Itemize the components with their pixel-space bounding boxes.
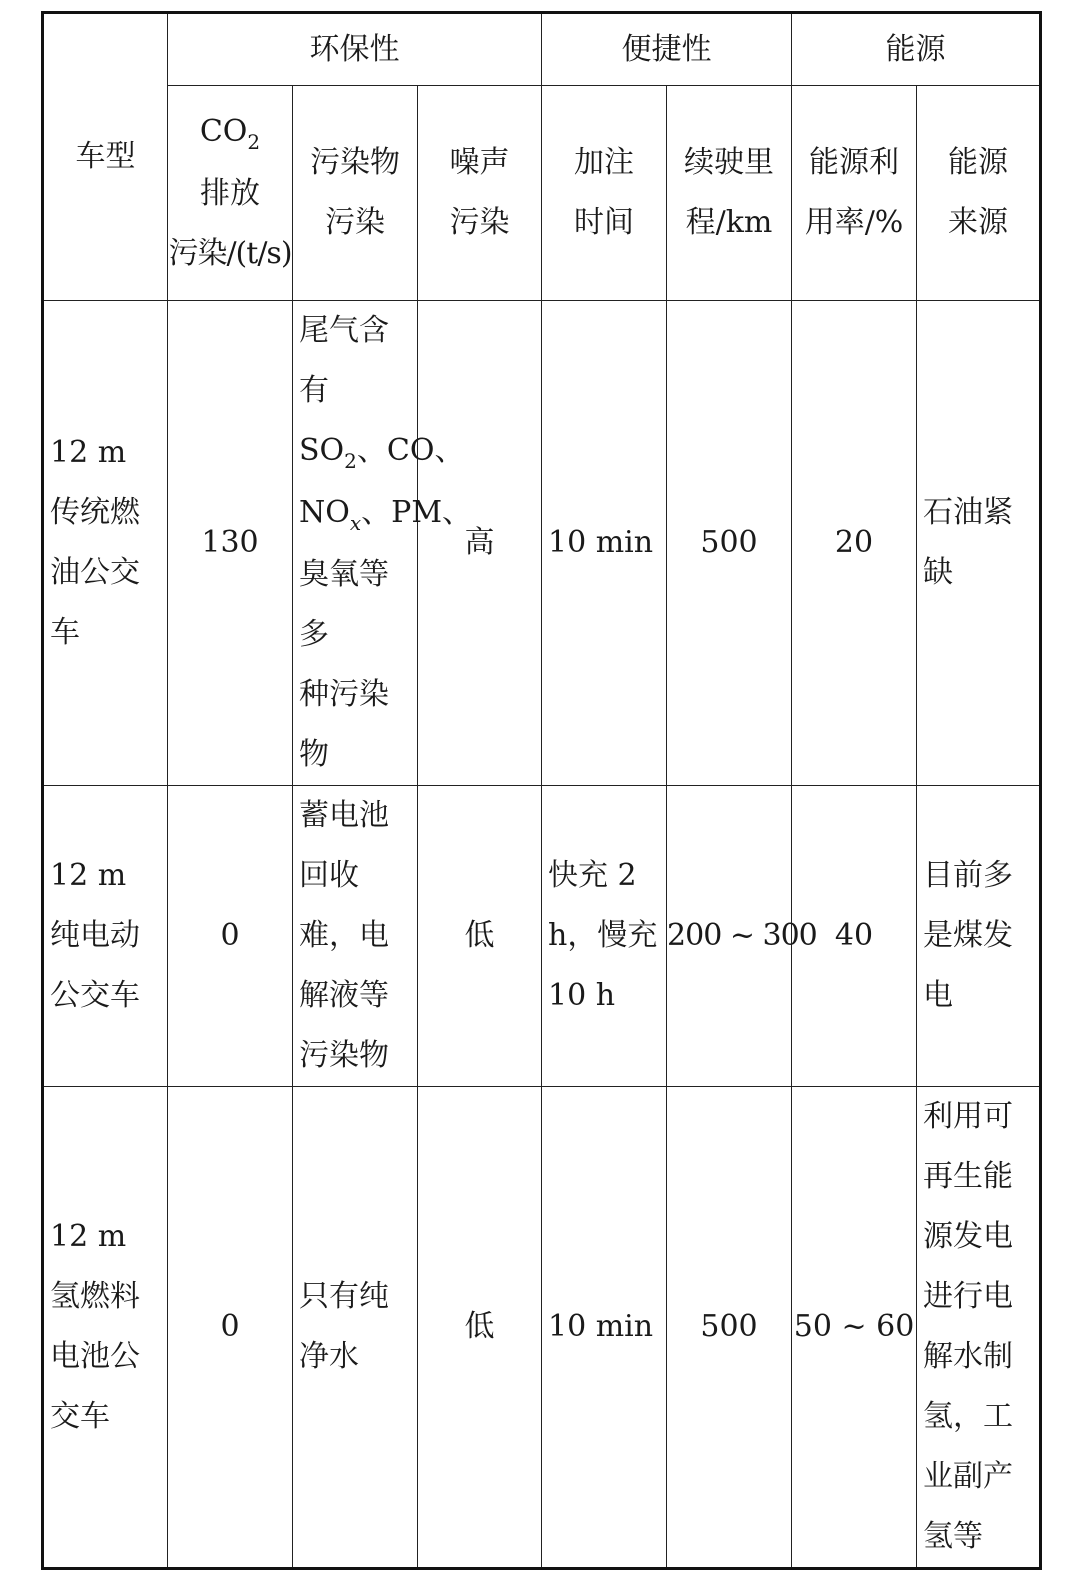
cell-source: 利用可再生能源发电进行电解水制氢，工业副产氢等 xyxy=(917,1087,1041,1569)
header-source-line2: 来源 xyxy=(948,205,1009,240)
comparison-table xyxy=(41,11,1042,1570)
table-row xyxy=(43,786,1041,1087)
header-noise-line2: 污染 xyxy=(449,205,510,240)
header-efficiency xyxy=(792,86,917,301)
header-source-line1: 能源 xyxy=(948,145,1009,180)
cell-source: 目前多是煤发电 xyxy=(917,786,1041,1087)
cell-range: 200 ~ 300 xyxy=(667,786,792,1087)
header-range xyxy=(667,86,792,301)
so-subscript: 2 xyxy=(344,449,357,473)
so-rest: 、CO、 xyxy=(356,433,465,468)
header-vehicle-type: 车型 xyxy=(43,13,168,301)
cell-co2: 130 xyxy=(168,301,293,786)
header-pollutant-line1: 污染物 xyxy=(310,145,400,180)
cell-efficiency: 50 ~ 60 xyxy=(792,1087,917,1569)
cell-pollutant: 蓄电池回收难，电解液等污染物 xyxy=(293,786,418,1087)
header-pollutant-line2: 污染 xyxy=(325,205,385,240)
header-co2-emission xyxy=(168,86,293,301)
co2-subscript: 2 xyxy=(247,130,261,154)
sub-header-row xyxy=(43,86,1041,301)
no-label: NO xyxy=(299,495,350,530)
header-energy: 能源 xyxy=(792,13,1041,86)
header-co2-line3: 污染/(t/s) xyxy=(168,236,292,271)
header-fill-time xyxy=(542,86,667,301)
no-rest: 、PM、 xyxy=(361,495,473,530)
table-row xyxy=(43,301,1041,786)
header-convenience: 便捷性 xyxy=(542,13,792,86)
cell-co2: 0 xyxy=(168,1087,293,1569)
table-row xyxy=(43,1087,1041,1569)
cell-vehicle: 12 m 氢燃料电池公交车 xyxy=(43,1087,168,1569)
cell-source: 石油紧缺 xyxy=(917,301,1041,786)
cell-fill-time: 快充 2 h，慢充 10 h xyxy=(542,786,667,1087)
pollutant-line2 xyxy=(299,421,465,483)
cell-vehicle: 12 m 传统燃油公交车 xyxy=(43,301,168,786)
so-label: SO xyxy=(299,433,345,468)
pollutant-line1: 尾气含有 xyxy=(299,313,389,408)
header-efficiency-line1: 能源利 xyxy=(809,145,900,180)
pollutant-line5: 种污染物 xyxy=(299,677,389,772)
header-range-line2: 程/km xyxy=(685,205,773,240)
no-subscript: x xyxy=(349,511,362,535)
header-noise xyxy=(418,86,542,301)
header-co2-line1 xyxy=(168,102,292,164)
cell-noise: 低 xyxy=(418,786,542,1087)
header-environment: 环保性 xyxy=(168,13,542,86)
header-pollutant xyxy=(293,86,418,301)
cell-vehicle: 12 m 纯电动公交车 xyxy=(43,786,168,1087)
cell-range: 500 xyxy=(667,1087,792,1569)
header-efficiency-line2: 用率/% xyxy=(804,205,904,240)
cell-efficiency: 20 xyxy=(792,301,917,786)
header-range-line1: 续驶里 xyxy=(684,145,775,180)
cell-co2: 0 xyxy=(168,786,293,1087)
cell-fill-time: 10 min xyxy=(542,1087,667,1569)
cell-pollutant: 只有纯净水 xyxy=(293,1087,418,1569)
header-noise-line1: 噪声 xyxy=(449,145,510,180)
cell-fill-time: 10 min xyxy=(542,301,667,786)
group-header-row xyxy=(43,13,1041,86)
header-source xyxy=(917,86,1041,301)
header-co2-line2: 排放 xyxy=(200,176,260,211)
pollutant-line4: 臭氧等多 xyxy=(299,557,389,652)
cell-pollutant xyxy=(293,301,473,786)
cell-range: 500 xyxy=(667,301,792,786)
pollutant-line3 xyxy=(299,483,473,545)
cell-noise: 低 xyxy=(418,1087,542,1569)
co2-label: CO xyxy=(199,114,248,149)
header-fill-line1: 加注 xyxy=(574,145,635,180)
cell-efficiency: 40 xyxy=(792,786,917,1087)
cell-noise: 高 xyxy=(418,301,542,786)
header-fill-line2: 时间 xyxy=(574,205,635,240)
